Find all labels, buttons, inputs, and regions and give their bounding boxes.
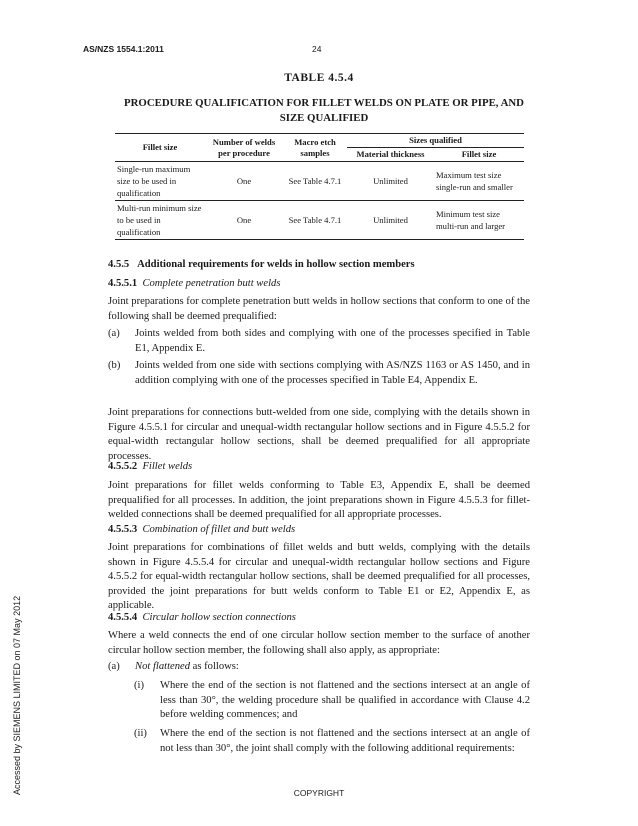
- list-item-b: [108, 359, 530, 388]
- header-material-thickness: Material thickness: [347, 148, 434, 162]
- list-text: Where the end of the section is not flattened and the sections intersect at an angle of less than 30°, the welding procedure shall be qualified in accordance with Clause 4.2 before welding commences; and: [160, 680, 530, 721]
- section-number: 4.5.5.1: [108, 278, 138, 289]
- cell-num: One: [205, 201, 283, 240]
- list-item-a: [108, 327, 530, 356]
- section-title: Circular hollow section connections: [142, 612, 296, 623]
- cell-thickness: Unlimited: [347, 201, 434, 240]
- section-number: 4.5.5.4: [108, 612, 138, 623]
- list-label: (ii): [134, 728, 147, 739]
- header-fillet-size: Fillet size: [115, 134, 205, 162]
- cell-fillet: Single-run maximum size to be used in qualification: [115, 162, 205, 201]
- heading-4-5-5-4: [108, 611, 530, 626]
- paragraph: Joint preparations for complete penetration butt welds in hollow sections that conform to one of the following shall be deemed prequalified:: [108, 296, 530, 322]
- page-number: 24: [312, 44, 322, 54]
- section-title: Fillet welds: [142, 461, 193, 472]
- sublist-item-i: [134, 679, 530, 723]
- footer-copyright: COPYRIGHT: [293, 788, 345, 798]
- paragraph: Joint preparations for fillet welds conforming to Table E3, Appendix E, shall be deemed prequalified for all processes. In addition, the joint preparations shown in Figure 4.5.5.3 for fillet-welded connections shall be deemed prequalified for all appropriate processes.: [108, 480, 530, 521]
- section-title: Complete penetration butt welds: [142, 278, 281, 289]
- header-fillet-size-qualified: Fillet size: [434, 148, 524, 162]
- list-text: Joints welded from both sides and complying with one of the processes specified in Table E1, Appendix E.: [135, 328, 530, 354]
- cell-macro: See Table 4.7.1: [283, 201, 347, 240]
- section-title: Combination of fillet and butt welds: [142, 524, 296, 535]
- list-text: Where the end of the section is not flattened and the sections intersect at an angle of not less than 30°, the joint shall comply with the following additional requirements:: [160, 728, 530, 754]
- header-macro-etch: Macro etch samples: [283, 134, 347, 162]
- paragraph: Joint preparations for connections butt-welded from one side, complying with the details shown in Figure 4.5.5.1 for circular and unequal-width rectangular hollow sections and in Figure 4.5.5.2 for equal-width rectangular hollow sections, shall be deemed prequalified for all appropriate processes.: [108, 407, 530, 462]
- header-sizes-qualified: Sizes qualified: [347, 134, 524, 148]
- table-row: [115, 201, 524, 240]
- list-label: (a): [108, 661, 120, 672]
- cell-num: One: [205, 162, 283, 201]
- heading-4-5-5-1: [108, 277, 530, 292]
- paragraph: Joint preparations for combinations of fillet welds and butt welds, complying with the details shown in Figure 4.5.5.4 for circular and unequal-width rectangular hollow sections and Figure 4.5.5.2 for equal-width rectangular hollow sections, shall be deemed prequalified for all processes, provided the joint preparations for butt welds conform to Table E1 or E2, Appendix E, as applicable.: [108, 542, 530, 612]
- table-row: [115, 162, 524, 201]
- cell-fillet: Multi-run minimum size to be used in qualification: [115, 201, 205, 240]
- heading-4-5-5-2: [108, 460, 530, 475]
- qualification-table: [115, 133, 524, 240]
- list-item-a-not-flattened: [108, 660, 530, 675]
- cell-thickness: Unlimited: [347, 162, 434, 201]
- section-number: 4.5.5.2: [108, 461, 138, 472]
- table-caption: PROCEDURE QUALIFICATION FOR FILLET WELDS ON PLATE OR PIPE, AND SIZE QUALIFIED: [124, 97, 524, 124]
- section-title: Additional requirements for welds in hollow section members: [137, 259, 415, 270]
- list-label: (i): [134, 680, 144, 691]
- running-header-standard: AS/NZS 1554.1:2011: [83, 44, 164, 54]
- heading-4-5-5: [108, 258, 530, 273]
- table-number: TABLE 4.5.4: [284, 72, 354, 84]
- list-label: (b): [108, 360, 121, 371]
- heading-4-5-5-3: [108, 523, 530, 538]
- paragraph: Where a weld connects the end of one circular hollow section member to the surface of another circular hollow section member, the following shall also apply, as appropriate:: [108, 630, 530, 656]
- cell-macro: See Table 4.7.1: [283, 162, 347, 201]
- header-number-of-welds: Number of welds per procedure: [205, 134, 283, 162]
- list-text: Joints welded from one side with sections complying with AS/NZS 1163 or AS 1450, and in addition complying with one of the processes specified in Table E4, Appendix E.: [135, 360, 530, 386]
- section-number: 4.5.5: [108, 259, 130, 270]
- list-label: (a): [108, 328, 120, 339]
- list-text: as follows:: [190, 661, 239, 672]
- cell-qualified: Maximum test size single-run and smaller: [434, 162, 524, 201]
- list-text-italic: Not flattened: [135, 661, 191, 672]
- sublist-item-ii: [134, 727, 530, 756]
- section-number: 4.5.5.3: [108, 524, 138, 535]
- access-watermark: Accessed by SIEMENS LIMITED on 07 May 2012: [12, 595, 22, 795]
- cell-qualified: Minimum test size multi-run and larger: [434, 201, 524, 240]
